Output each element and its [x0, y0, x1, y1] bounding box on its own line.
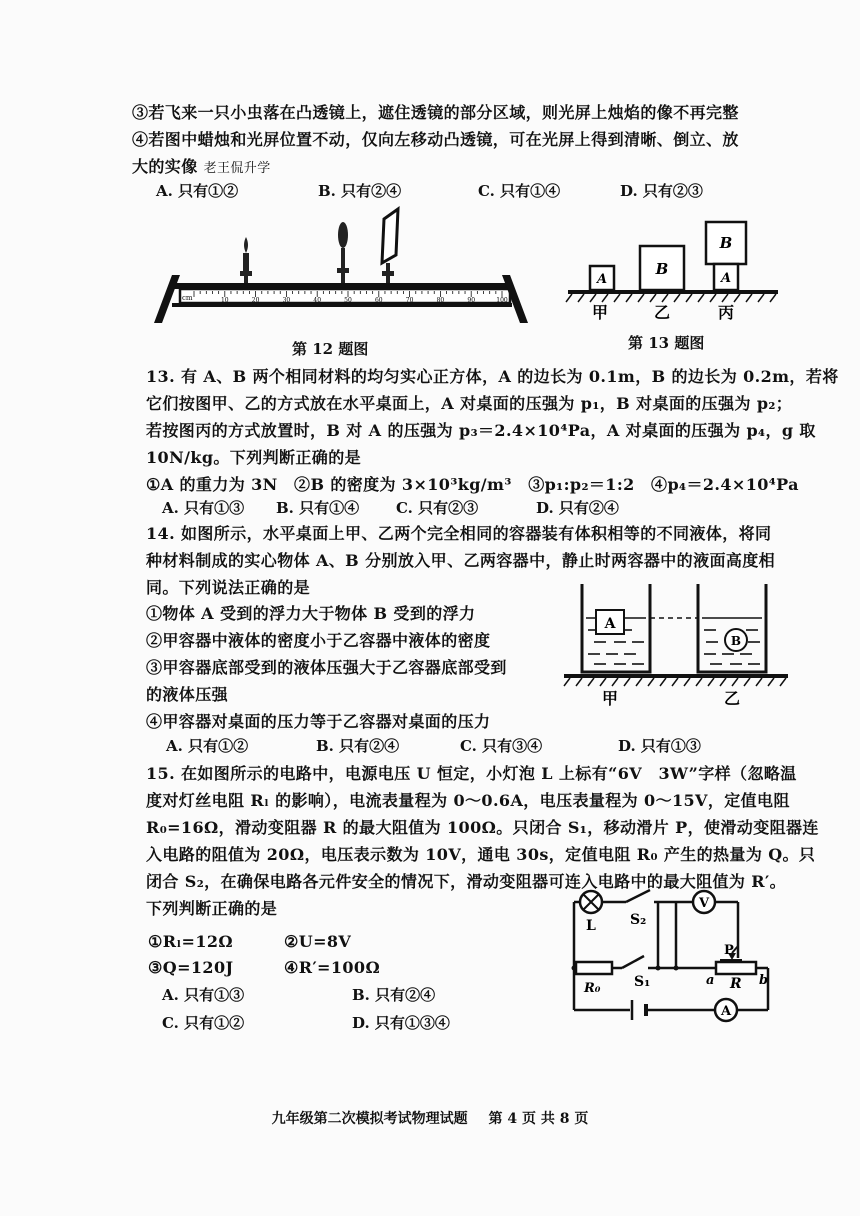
convex-lens-icon	[337, 222, 349, 284]
q15-statement-3: ③Q=120J	[148, 958, 234, 977]
ruler-tick-label: 80	[436, 297, 445, 304]
rheostat-end-a: a	[706, 973, 715, 988]
rheostat-end-b: b	[759, 973, 769, 988]
q13-line-3: 若按图丙的方式放置时，B 对 A 的压强为 p₃＝2.4×10⁴Pa，A 对桌面的压强为 p₄，g 取	[146, 421, 816, 440]
q14-statement-3: ③甲容器底部受到的液体压强大于乙容器底部受到	[146, 658, 507, 677]
block-b-bing-label: B	[719, 234, 733, 252]
q15-line-5: 闭合 S₂，在确保电路各元件安全的情况下，滑动变阻器可连入电路中的最大阻值为 R′。	[146, 872, 787, 891]
q13-option-b: B. 只有①④	[276, 499, 360, 517]
q15-option-a: A. 只有①③	[162, 986, 245, 1004]
ruler-tick-label: 100	[496, 297, 508, 304]
ammeter-icon	[715, 999, 737, 1021]
lamp-icon	[580, 891, 602, 913]
object-a-label: A	[604, 616, 616, 632]
q13-line-2: 它们按图甲、乙的方式放在水平桌面上，A 对桌面的压强为 p₁，B 对桌面的压强为 p₂；	[146, 394, 793, 413]
q15-line-2: 度对灯丝电阻 Rₗ 的影响），电流表量程为 0～0.6A，电压表量程为 0～15V，定值电阻	[146, 791, 790, 810]
q14-option-c: C. 只有③④	[460, 737, 543, 755]
ruler-unit: cm	[182, 294, 193, 302]
q15-statement-2: ②U=8V	[284, 932, 352, 951]
q15-statement-1: ①Rₗ=12Ω	[148, 932, 234, 951]
footer-page-number: 第 4 页 共 8 页	[488, 1111, 589, 1127]
ruler-tick-label: 70	[405, 297, 414, 304]
rheostat-label: R	[730, 976, 742, 992]
q14-line-2: 种材料制成的实心物体 A、B 分别放入甲、乙两容器中，静止时两容器中的液面高度相	[146, 551, 776, 570]
ruler-tick-label: 50	[344, 297, 352, 304]
light-screen-icon	[382, 209, 398, 284]
q15-line-1: 15. 在如图所示的电路中，电源电压 U 恒定，小灯泡 L 上标有“6V 3W”字样（忽略温	[146, 764, 797, 783]
q14-option-d: D. 只有①③	[618, 737, 701, 755]
q13-option-c: C. 只有②③	[396, 499, 479, 517]
q13-option-a: A. 只有①③	[162, 499, 245, 517]
rheostat-icon	[716, 946, 756, 974]
slider-p-label: P	[724, 943, 734, 958]
ruler-tick-label: 60	[374, 297, 383, 304]
r0-label: R₀	[584, 981, 601, 996]
q14-option-a: A. 只有①②	[166, 737, 249, 755]
q15-line-4: 入电路的阻值为 20Ω，电压表示数为 10V，通电 30s，定值电阻 R₀ 产生的热量为 Q。只	[146, 845, 816, 864]
q13-line-1: 13. 有 A、B 两个相同材料的均匀实心正方体，A 的边长为 0.1m，B 的边长为 0.2m，若将	[146, 367, 839, 386]
q12-option-c: C. 只有①④	[478, 182, 561, 200]
ruler-tick-label: 20	[251, 297, 260, 304]
q14-statement-1: ①物体 A 受到的浮力大于物体 B 受到的浮力	[146, 604, 476, 623]
fig13-label-bing: 丙	[717, 303, 735, 322]
lamp-label: L	[586, 918, 596, 934]
switch-s2-label: S₂	[630, 912, 647, 928]
ruler-tick-label: 10	[220, 297, 229, 304]
voltmeter-label: V	[698, 896, 710, 911]
container-yi-label: 乙	[723, 689, 741, 708]
ammeter-label: A	[720, 1004, 732, 1019]
switch-s1-label: S₁	[634, 974, 651, 990]
q15-option-b: B. 只有②④	[352, 986, 436, 1004]
q15-line-6: 下列判断正确的是	[146, 899, 278, 918]
resistor-r0-icon	[576, 962, 612, 974]
ruler-tick-label: 90	[467, 297, 476, 304]
q12-statement-4-text: 大的实像	[132, 157, 198, 176]
q14-line-1: 14. 如图所示，水平桌面上甲、乙两个完全相同的容器装有体积相等的不同液体，将同	[146, 524, 772, 543]
q13-option-d: D. 只有②④	[536, 499, 619, 517]
footer-title: 九年级第二次模拟考试物理试题	[271, 1111, 468, 1127]
watermark-text: 老王侃升学	[203, 161, 271, 176]
q15-line-3: R₀=16Ω，滑动变阻器 R 的最大阻值为 100Ω。只闭合 S₁，移动滑片 P，使滑动变阻器连	[146, 818, 819, 837]
q14-line-3: 同。下列说法正确的是	[146, 578, 311, 597]
q12-statement-4-line2	[132, 154, 271, 177]
q15-option-c: C. 只有①②	[162, 1014, 245, 1032]
q15-statement-4: ④R′=100Ω	[284, 958, 381, 977]
q12-statement-3: ③若飞来一只小虫落在凸透镜上，遮住透镜的部分区域，则光屏上烛焰的像不再完整	[132, 103, 739, 122]
fig13-label-yi: 乙	[653, 303, 671, 322]
fig12-caption: 第 12 题图	[292, 340, 369, 358]
q14-statement-2: ②甲容器中液体的密度小于乙容器中液体的密度	[146, 631, 491, 650]
battery-icon	[632, 1000, 646, 1020]
circuit-figure	[556, 880, 786, 1030]
blocks-figure	[560, 210, 780, 325]
candle-left-icon	[240, 237, 252, 284]
voltmeter-icon	[693, 891, 715, 913]
ruler-tick-label: 40	[313, 297, 322, 304]
block-a-jia-label: A	[596, 272, 608, 287]
container-jia-label: 甲	[601, 689, 619, 708]
fig13-caption: 第 13 题图	[628, 334, 705, 352]
page-footer	[0, 1108, 860, 1128]
optical-bench-figure	[150, 205, 530, 330]
q14-option-b: B. 只有②④	[316, 737, 400, 755]
q14-statement-3-cont: 的液体压强	[146, 685, 229, 704]
containers-figure	[560, 578, 790, 708]
q15-option-d: D. 只有①③④	[352, 1014, 450, 1032]
q12-option-b: B. 只有②④	[318, 182, 402, 200]
q14-statement-4: ④甲容器对桌面的压力等于乙容器对桌面的压力	[146, 712, 491, 731]
q12-statement-4-line1: ④若图中蜡烛和光屏位置不动，仅向左移动凸透镜，可在光屏上得到清晰、倒立、放	[132, 130, 739, 149]
fig13-label-jia: 甲	[591, 303, 609, 322]
q13-line-4: 10N/kg。下列判断正确的是	[146, 448, 362, 467]
block-b-yi-label: B	[655, 260, 669, 278]
q12-option-d: D. 只有②③	[620, 182, 703, 200]
object-b-label: B	[730, 634, 742, 648]
ruler-tick-label: 30	[282, 297, 291, 304]
q12-option-a: A. 只有①②	[156, 182, 239, 200]
block-a-bing-label: A	[720, 271, 732, 286]
q13-statements: ①A 的重力为 3N ②B 的密度为 3×10³kg/m³ ③p₁:p₂＝1:2 ④p₄＝2.4×10⁴Pa	[146, 475, 799, 494]
